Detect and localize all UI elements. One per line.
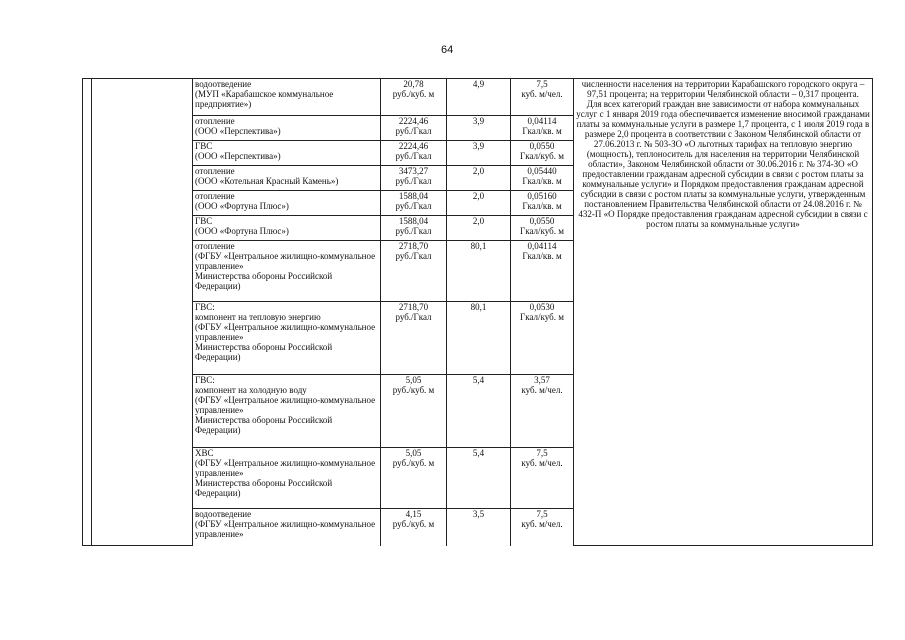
percent-cell: 80,1 [447, 302, 511, 375]
percent-cell: 3,5 [447, 509, 511, 546]
service-cell: отопление (ООО «Перспектива») [193, 116, 381, 141]
percent-cell: 5,4 [447, 375, 511, 448]
legal-note-cell: численности населения на территории Карабашского городского округа – 97,51 процента; на территории Челябинской области – 0,317 процента. Для всех категорий граждан вне зависимости от набора коммунальных услуг с 1 января 2019 года обеспечивается изменение вносимой гражданами платы за коммунальные услуги в размере 1,7 процента, с 1 июля 2019 года в размере 2,0 процента в соответствии с Законом Челябинской области от 27.06.2013 г. № 503-ЗО «О льготных тарифах на тепловую энергию (мощность), теплоноситель для населения на территории Челябинской области», Законом Челябинской области от 30.06.2016 г. № 374-ЗО «О предоставлении гражданам адресной субсидии в связи с ростом платы за коммунальные услуги» и Порядком предоставления гражданам адресной субсидии в связи с ростом платы за коммунальные услуги, утвержденным постановлением Правительства Челябинской области от 24.08.2016 г. № 432-П «О Порядке предоставления гражданам адресной субсидии в связи с ростом платы за коммунальные услуги» [574, 79, 873, 546]
norm-cell: 7,5 куб. м/чел. [511, 79, 574, 116]
margin-column-2 [92, 79, 193, 546]
service-cell: водоотведение (МУП «Карабашское коммунальное предприятие») [193, 79, 381, 116]
page-number: 64 [441, 44, 454, 56]
percent-cell: 80,1 [447, 241, 511, 302]
service-cell: отопление (ООО «Котельная Красный Камень») [193, 166, 381, 191]
percent-cell: 5,4 [447, 448, 511, 509]
service-cell: ХВС (ФГБУ «Центральное жилищно-коммунальное управление» Министерства обороны Российской Федерации) [193, 448, 381, 509]
norm-cell: 0,0550 Гкал/куб. м [511, 141, 574, 166]
tariff-cell: 5,05 руб./куб. м [381, 375, 447, 448]
norm-cell: 0,04114 Гкал/кв. м [511, 241, 574, 302]
norm-cell: 7,5 куб. м/чел. [511, 509, 574, 546]
tariff-cell: 4,15 руб./куб. м [381, 509, 447, 546]
service-cell: ГВС (ООО «Фортуна Плюс») [193, 216, 381, 241]
tariff-cell: 20,78 руб./куб. м [381, 79, 447, 116]
service-cell: ГВС: компонент на холодную воду (ФГБУ «Центральное жилищно-коммунальное управление» Министерства обороны Российской Федерации) [193, 375, 381, 448]
service-cell: ГВС: компонент на тепловую энергию (ФГБУ «Центральное жилищно-коммунальное управление» Министерства обороны Российской Федерации) [193, 302, 381, 375]
tariff-cell: 2718,70 руб./Гкал [381, 241, 447, 302]
tariff-cell: 1588,04 руб./Гкал [381, 216, 447, 241]
norm-cell: 0,0530 Гкал/куб. м [511, 302, 574, 375]
norm-cell: 0,05160 Гкал/кв. м [511, 191, 574, 216]
tariff-cell: 3473,27 руб./Гкал [381, 166, 447, 191]
tariff-cell: 2224,46 руб./Гкал [381, 141, 447, 166]
norm-cell: 0,05440 Гкал/кв. м [511, 166, 574, 191]
norm-cell: 3,57 куб. м/чел. [511, 375, 574, 448]
service-cell: ГВС (ООО «Перспектива») [193, 141, 381, 166]
norm-cell: 7,5 куб. м/чел. [511, 448, 574, 509]
percent-cell: 2,0 [447, 166, 511, 191]
service-cell: отопление (ООО «Фортуна Плюс») [193, 191, 381, 216]
norm-cell: 0,04114 Гкал/кв. м [511, 116, 574, 141]
tariff-cell: 2718,70 руб./Гкал [381, 302, 447, 375]
percent-cell: 3,9 [447, 116, 511, 141]
percent-cell: 3,9 [447, 141, 511, 166]
table-row [83, 79, 873, 116]
table-body [83, 79, 873, 546]
percent-cell: 2,0 [447, 191, 511, 216]
service-cell: водоотведение (ФГБУ «Центральное жилищно-коммунальное управление» [193, 509, 381, 546]
norm-cell: 0,0550 Гкал/куб. м [511, 216, 574, 241]
tariff-cell: 2224,46 руб./Гкал [381, 116, 447, 141]
percent-cell: 4,9 [447, 79, 511, 116]
tariff-table [82, 78, 873, 546]
margin-column-1 [83, 79, 92, 546]
tariff-cell: 5,05 руб./куб. м [381, 448, 447, 509]
percent-cell: 2,0 [447, 216, 511, 241]
service-cell: отопление (ФГБУ «Центральное жилищно-коммунальное управление» Министерства обороны Российской Федерации) [193, 241, 381, 302]
tariff-cell: 1588,04 руб./Гкал [381, 191, 447, 216]
